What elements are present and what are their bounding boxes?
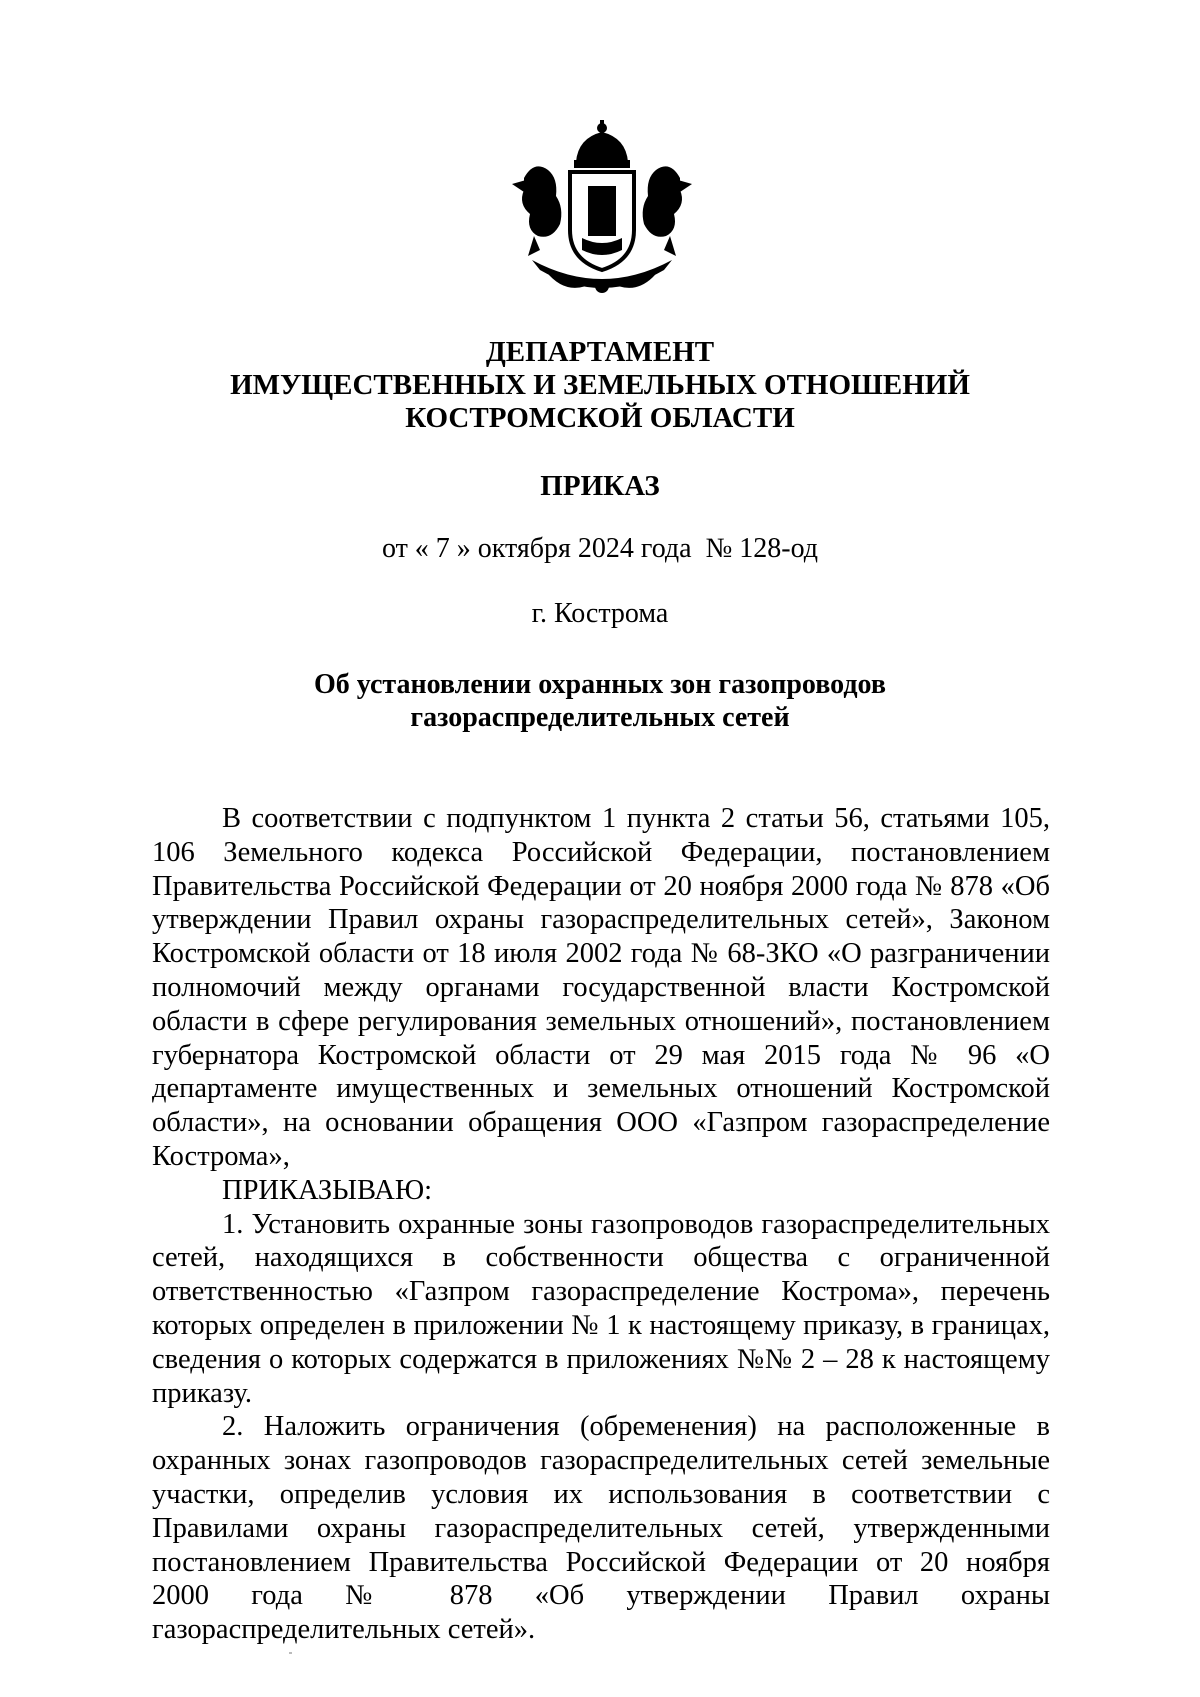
department-line: ИМУЩЕСТВЕННЫХ И ЗЕМЕЛЬНЫХ ОТНОШЕНИЙ — [230, 369, 970, 401]
item-2-paragraph: 2. Наложить ограничения (обременения) на расположенные в охранных зонах газопроводов газораспределительных сетей земельные участки, определив условия их использования в соответствии с Правилами охраны газораспределительных сетей, утвержденными постановлением Правительства Российской Федерации от 20 ноября 2000 года № 878 «Об утверждении Правил охраны газораспределительных сетей». — [152, 1411, 1050, 1646]
document-subject — [150, 668, 1050, 734]
department-line: ДЕПАРТАМЕНТ — [485, 336, 715, 368]
item-1-paragraph: 1. Установить охранные зоны газопроводов газораспределительных сетей, находящихся в собственности общества с ограниченной ответственностью «Газпром газораспределение Кострома», перечень которых определен в приложении № 1 к настоящему приказу, в границах, сведения о которых содержатся в приложениях №№ 2 – 28 к настоящему приказу. — [152, 1208, 1050, 1409]
preamble-paragraph: В соответствии с подпунктом 1 пункта 2 статьи 56, статьями 105, 106 Земельного кодекса Российской Федерации, постановлением Правительства Российской Федерации от 20 ноября 2000 года № 878 «Об утверждении Правил охраны газораспределительных сетей», Законом Костромской области от 18 июля 2002 года № 68-ЗКО «О разграничении полномочий между органами государственной власти Костромской области в сфере регулирования земельных отношений», постановлением губернатора Костромской области от 29 мая 2015 года № 96 «О департаменте имущественных и земельных отношений Костромской области», на основании обращения ООО «Газпром газораспределение Кострома», — [152, 803, 1050, 1172]
order-keyword: ПРИКАЗЫВАЮ: — [222, 1174, 433, 1206]
scan-speck — [289, 1652, 292, 1654]
department-name — [150, 336, 1050, 435]
subject-line: Об установлении охранных зон газопроводов — [314, 669, 886, 700]
city-line: г. Кострома — [531, 598, 669, 629]
document-type: ПРИКАЗ — [540, 470, 660, 502]
date-number-line: от « 7 » октября 2024 года № 128-од — [381, 533, 819, 564]
department-line: КОСТРОМСКОЙ ОБЛАСТИ — [405, 402, 795, 434]
subject-line: газораспределительных сетей — [410, 702, 790, 733]
coat-of-arms-icon — [504, 120, 700, 298]
document-body — [152, 802, 1050, 1647]
